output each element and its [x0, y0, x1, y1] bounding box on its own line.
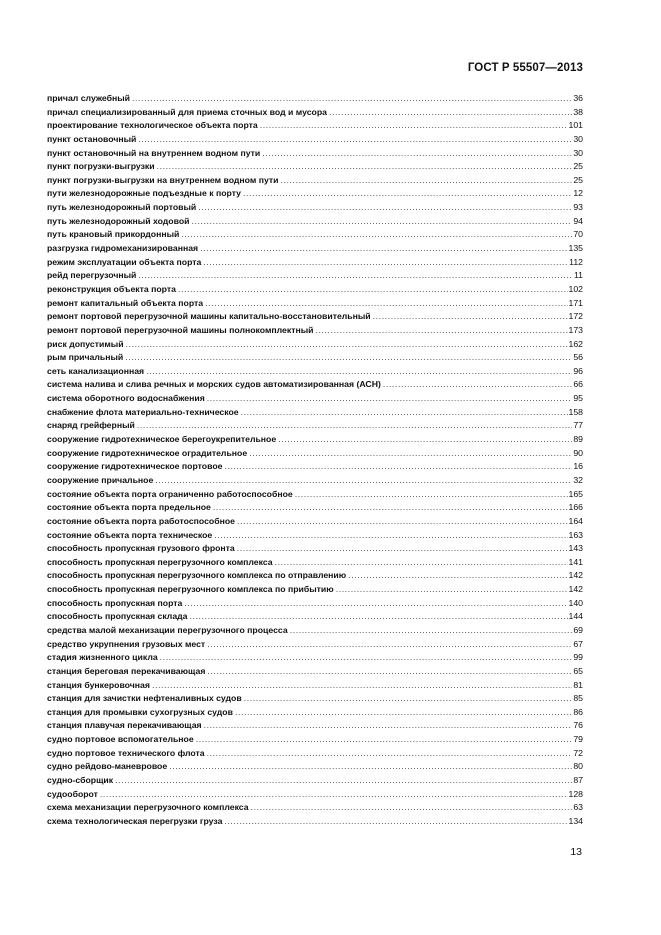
index-page-ref: 79 — [573, 734, 583, 745]
dot-leader — [348, 569, 567, 583]
index-term: рым причальный — [47, 352, 124, 363]
index-entry — [47, 269, 583, 283]
index-term: снабжение флота материально-техническое — [47, 406, 239, 417]
index-page-ref: 36 — [573, 93, 583, 103]
index-page-ref: 94 — [573, 215, 583, 226]
index-entry — [47, 488, 583, 502]
page-number: 13 — [570, 846, 582, 858]
index-term: схема механизации перегрузочного комплекса — [47, 802, 249, 813]
dot-leader — [178, 283, 568, 297]
dot-leader — [213, 501, 568, 515]
index-term: ремонт портовой перегрузочной машины полнокомплектный — [47, 324, 314, 335]
dot-leader — [251, 801, 573, 815]
index-entry — [47, 310, 583, 324]
dot-leader — [160, 651, 573, 665]
index-page-ref: 16 — [573, 461, 583, 472]
index-page-ref: 89 — [573, 434, 583, 445]
dot-leader — [224, 815, 567, 829]
index-term: способность пропускная перегрузочного комплекса по прибытию — [47, 584, 334, 595]
dot-leader — [336, 583, 568, 597]
index-entry — [47, 283, 583, 297]
dot-leader — [138, 133, 572, 147]
dot-leader — [198, 201, 572, 215]
index-entry — [47, 665, 583, 679]
index-page-ref: 63 — [573, 802, 583, 813]
index-page-ref: 86 — [573, 706, 583, 717]
index-page-ref: 141 — [568, 556, 583, 567]
index-entry — [47, 788, 583, 802]
index-term: стадия жизненного цикла — [47, 652, 158, 663]
index-term: система налива и слива речных и морских судов автоматизированная (АСН) — [47, 379, 381, 390]
index-entry — [47, 160, 583, 174]
index-page-ref: 69 — [573, 624, 583, 635]
dot-leader — [157, 160, 573, 174]
index-page-ref: 11 — [573, 270, 583, 281]
dot-leader — [383, 378, 572, 392]
index-page-ref: 165 — [568, 488, 583, 499]
index-entry — [47, 515, 583, 529]
index-page-ref: 90 — [573, 447, 583, 458]
index-page-ref: 144 — [568, 611, 583, 622]
index-term: способность пропускная грузового фронта — [47, 543, 235, 554]
index-term: режим эксплуатации объекта порта — [47, 256, 202, 267]
index-term: станция для промывки сухогрузных судов — [47, 706, 233, 717]
index-entry — [47, 679, 583, 693]
index-term: сеть канализационная — [47, 365, 145, 376]
index-term: причал служебный — [47, 93, 131, 103]
index-term: судно портовое вспомогательное — [47, 734, 194, 745]
index-entry — [47, 760, 583, 774]
index-term: станция бункеровочная — [47, 679, 150, 690]
index-entry — [47, 119, 583, 133]
index-term: средство укрупнения грузовых мест — [47, 638, 206, 649]
index-page-ref: 158 — [568, 406, 583, 417]
dot-leader — [244, 692, 573, 706]
index-page-ref: 163 — [568, 529, 583, 540]
dot-leader — [152, 679, 572, 693]
index-entry — [47, 147, 583, 161]
index-term: пути железнодорожные подъездные к порту — [47, 188, 242, 199]
index-term: ремонт капитальный объекта порта — [47, 297, 204, 308]
dot-leader — [205, 297, 567, 311]
dot-leader — [203, 256, 568, 270]
index-entry — [47, 569, 583, 583]
dot-leader — [214, 529, 567, 543]
dot-leader — [155, 474, 572, 488]
index-term: пункт погрузки-выгрузки — [47, 161, 155, 172]
index-entry — [47, 106, 583, 120]
index-page-ref: 101 — [568, 120, 583, 131]
dot-leader — [260, 119, 568, 133]
index-page-ref: 12 — [573, 188, 583, 199]
index-term: снаряд грейферный — [47, 420, 135, 431]
index-page-ref: 80 — [573, 761, 583, 772]
index-entry — [47, 447, 583, 461]
index-term: судооборот — [47, 788, 98, 799]
dot-leader — [100, 788, 568, 802]
dot-leader — [207, 392, 573, 406]
index-page-ref: 143 — [568, 543, 583, 554]
index-page-ref: 56 — [573, 352, 583, 363]
index-entry — [47, 733, 583, 747]
index-page-ref: 77 — [573, 420, 583, 431]
index-term: путь железнодорожный портовый — [47, 202, 197, 213]
index-entry — [47, 433, 583, 447]
index-term: путь крановый прикордонный — [47, 229, 180, 240]
index-entry — [47, 419, 583, 433]
dot-leader — [137, 419, 572, 433]
index-page-ref: 70 — [573, 229, 583, 240]
index-entry — [47, 692, 583, 706]
index-entry — [47, 460, 583, 474]
index-term: сооружение причальное — [47, 474, 154, 485]
dot-leader — [237, 542, 568, 556]
index-page-ref: 87 — [573, 775, 583, 786]
index-term: пункт погрузки-выгрузки на внутреннем водном пути — [47, 174, 279, 185]
index-term: риск допустимый — [47, 338, 124, 349]
index-term: судно портовое технического флота — [47, 747, 205, 758]
index-page-ref: 66 — [573, 379, 583, 390]
dot-leader — [275, 556, 568, 570]
index-page-ref: 72 — [573, 747, 583, 758]
dot-leader — [190, 610, 568, 624]
index-entry — [47, 815, 583, 829]
dot-leader — [200, 242, 567, 256]
index-page-ref: 96 — [573, 365, 583, 376]
dot-leader — [204, 719, 573, 733]
dot-leader — [249, 447, 572, 461]
index-page-ref: 65 — [573, 665, 583, 676]
index-entry — [47, 133, 583, 147]
index-entry — [47, 474, 583, 488]
index-page-ref: 171 — [568, 297, 583, 308]
index-term: состояние объекта порта техническое — [47, 529, 213, 540]
index-entry — [47, 378, 583, 392]
index-term: сооружение гидротехническое берегоукрепительное — [47, 434, 277, 445]
index-term: причал специализированный для приема сточных вод и мусора — [47, 106, 327, 117]
index-entry — [47, 256, 583, 270]
index-entry — [47, 174, 583, 188]
index-page-ref: 102 — [568, 283, 583, 294]
index-entry — [47, 187, 583, 201]
index-entry — [47, 624, 583, 638]
index-entry — [47, 638, 583, 652]
index-term: сооружение гидротехническое оградительное — [47, 447, 248, 458]
index-term: способность пропускная перегрузочного комплекса — [47, 556, 273, 567]
index-entry — [47, 365, 583, 379]
index-entry — [47, 297, 583, 311]
index-page-ref: 30 — [573, 133, 583, 144]
index-entry — [47, 501, 583, 515]
index-term: ремонт портовой перегрузочной машины капитально-восстановительный — [47, 311, 371, 322]
index-term: проектирование технологическое объекта порта — [47, 120, 258, 131]
index-entry — [47, 583, 583, 597]
dot-leader — [126, 338, 568, 352]
index-page-ref: 142 — [568, 584, 583, 595]
index-page-ref: 135 — [568, 243, 583, 254]
index-term: станция для зачистки нефтеналивных судов — [47, 693, 242, 704]
index-term: схема технологическая перегрузки груза — [47, 815, 223, 826]
index-term: разгрузка гидромеханизированная — [47, 243, 199, 254]
index-page-ref: 25 — [573, 161, 583, 172]
dot-leader — [181, 228, 572, 242]
dot-leader — [207, 747, 573, 761]
dot-leader — [138, 269, 573, 283]
index-term: состояние объекта порта предельное — [47, 502, 211, 513]
dot-leader — [278, 433, 572, 447]
dot-leader — [132, 92, 572, 106]
index-entry — [47, 610, 583, 624]
index-term: способность пропускная склада — [47, 611, 188, 622]
index-term: состояние объекта порта работоспособное — [47, 515, 235, 526]
index-term: состояние объекта порта ограниченно работоспособное — [47, 488, 293, 499]
index-entry — [47, 324, 583, 338]
index-entry — [47, 556, 583, 570]
index-page-ref: 25 — [573, 174, 583, 185]
dot-leader — [262, 147, 572, 161]
index-page-ref: 164 — [568, 515, 583, 526]
index-term: сооружение гидротехническое портовое — [47, 461, 223, 472]
index-term: рейд перегрузочный — [47, 270, 137, 281]
index-page-ref: 112 — [569, 256, 583, 267]
index-entry — [47, 338, 583, 352]
index-term: путь железнодорожный ходовой — [47, 215, 190, 226]
dot-leader — [329, 106, 572, 120]
dot-leader — [237, 515, 568, 529]
index-entry — [47, 392, 583, 406]
dot-leader — [281, 174, 573, 188]
standard-header: ГОСТ Р 55507—2013 — [467, 62, 583, 74]
index-entry — [47, 719, 583, 733]
index-term: способность пропускная порта — [47, 597, 183, 608]
index-entry — [47, 201, 583, 215]
index-entry — [47, 747, 583, 761]
index-term: пункт остановочный на внутреннем водном пути — [47, 147, 261, 158]
index-page-ref: 128 — [568, 788, 583, 799]
index-page-ref: 85 — [573, 693, 583, 704]
index-entry — [47, 92, 583, 106]
index-page-ref: 67 — [573, 638, 583, 649]
index-page-ref: 99 — [573, 652, 583, 663]
dot-leader — [224, 460, 572, 474]
dot-leader — [191, 215, 572, 229]
index-page-ref: 38 — [573, 106, 583, 117]
alphabetical-index — [47, 92, 583, 829]
index-entry — [47, 801, 583, 815]
index-page-ref: 140 — [568, 597, 583, 608]
index-page-ref: 81 — [573, 679, 583, 690]
index-page-ref: 142 — [568, 570, 583, 581]
dot-leader — [373, 310, 568, 324]
index-page-ref: 134 — [568, 815, 583, 826]
index-entry — [47, 228, 583, 242]
index-page-ref: 32 — [573, 474, 583, 485]
dot-leader — [125, 351, 572, 365]
index-entry — [47, 351, 583, 365]
index-term: пункт остановочный — [47, 133, 137, 144]
index-term: судно-сборщик — [47, 775, 114, 786]
index-page-ref: 76 — [573, 720, 583, 731]
index-term: средства малой механизации перегрузочного процесса — [47, 624, 288, 635]
index-entry — [47, 597, 583, 611]
dot-leader — [146, 365, 572, 379]
index-term: станция береговая перекачивающая — [47, 665, 206, 676]
index-page-ref: 173 — [568, 324, 583, 335]
index-entry — [47, 706, 583, 720]
dot-leader — [295, 488, 568, 502]
index-page-ref: 162 — [568, 338, 583, 349]
dot-leader — [207, 638, 572, 652]
index-entry — [47, 774, 583, 788]
dot-leader — [241, 406, 568, 420]
index-term: способность пропускная перегрузочного комплекса по отправлению — [47, 570, 347, 581]
dot-leader — [196, 733, 573, 747]
index-page-ref: 93 — [573, 202, 583, 213]
index-term: судно рейдово-маневровое — [47, 761, 168, 772]
index-entry — [47, 242, 583, 256]
index-entry — [47, 542, 583, 556]
index-page-ref: 30 — [573, 147, 583, 158]
dot-leader — [290, 624, 573, 638]
index-entry — [47, 406, 583, 420]
index-entry — [47, 529, 583, 543]
dot-leader — [115, 774, 572, 788]
index-entry — [47, 651, 583, 665]
dot-leader — [243, 187, 572, 201]
dot-leader — [235, 706, 572, 720]
dot-leader — [184, 597, 567, 611]
index-page-ref: 172 — [568, 311, 583, 322]
index-entry — [47, 215, 583, 229]
dot-leader — [316, 324, 568, 338]
index-term: реконструкция объекта порта — [47, 283, 176, 294]
dot-leader — [169, 760, 572, 774]
dot-leader — [207, 665, 572, 679]
index-page-ref: 166 — [568, 502, 583, 513]
index-page-ref: 95 — [573, 393, 583, 404]
index-term: система оборотного водоснабжения — [47, 393, 205, 404]
index-term: станция плавучая перекачивающая — [47, 720, 202, 731]
